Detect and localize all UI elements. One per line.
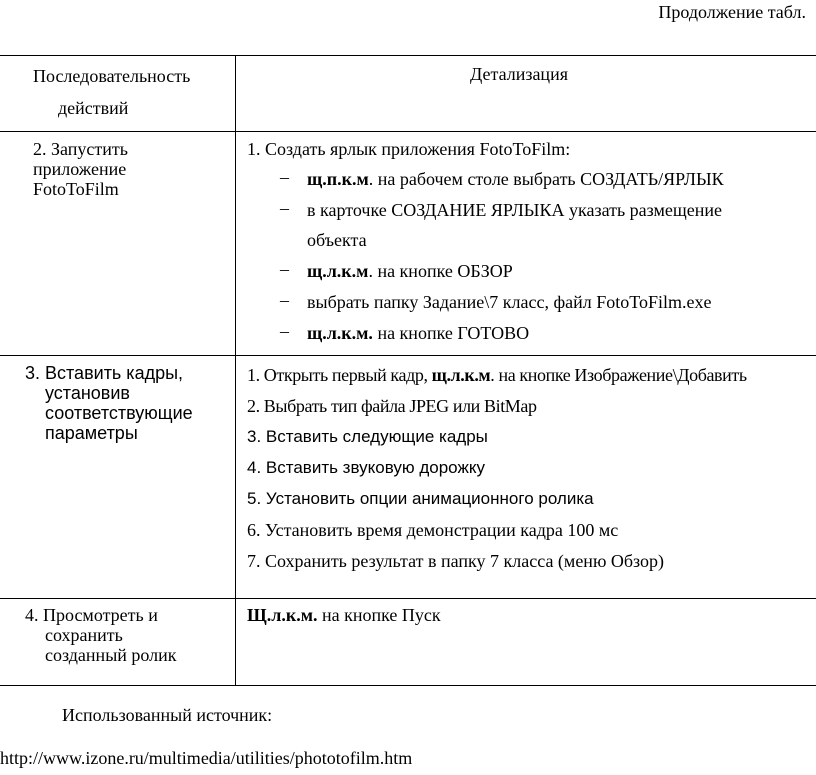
row1-action-line: приложение — [33, 159, 127, 179]
row3-detail — [247, 603, 441, 627]
row1-item — [307, 167, 724, 191]
list-dash: – — [280, 290, 289, 310]
row1-item-bold: щ.л.к.м — [307, 261, 369, 281]
row1-item-text: на кнопке ГОТОВО — [372, 323, 530, 343]
row3-action-line: созданный ролик — [45, 645, 177, 665]
row2-action — [25, 363, 215, 443]
row1-action — [33, 139, 223, 199]
continuation-label: Продолжение табл. — [658, 2, 806, 22]
row2-step: 7. Сохранить результат в папку 7 класса (меню Обзор) — [247, 551, 665, 571]
table-border-top — [0, 55, 816, 56]
row1-item-bold: щ.л.к.м. — [307, 323, 373, 343]
source-label: Использованный источник: — [62, 705, 273, 725]
row2-step: 6. Установить время демонстрации кадра 100 мс — [247, 520, 619, 540]
row1-item-text: выбрать папку Задание\7 класс, файл FotoToFilm.exe — [307, 292, 712, 312]
row1-title: 1. Создать ярлык приложения FotoToFilm: — [247, 139, 571, 159]
row1-action-line: 2. Запустить — [33, 139, 128, 159]
row2-step-text: . на кнопке Изображение\Добавить — [490, 365, 747, 385]
table-row-divider — [0, 355, 816, 356]
header-actions-line2: действий — [58, 98, 129, 118]
table-column-divider — [235, 55, 236, 686]
row1-item — [307, 198, 722, 222]
row2-action-line: установив — [45, 383, 130, 403]
row1-item-bold: щ.п.к.м — [307, 169, 369, 189]
header-actions — [33, 60, 213, 124]
row1-item — [307, 290, 711, 314]
row3-action-line: 4. Просмотреть и — [25, 605, 158, 625]
row2-action-line: 3. Вставить кадры, — [25, 363, 184, 383]
row2-step — [247, 363, 747, 387]
list-dash: – — [280, 167, 289, 187]
list-dash: – — [280, 321, 289, 341]
row3-action — [25, 605, 215, 665]
procedure-table — [0, 55, 816, 686]
header-actions-line1: Последовательность — [33, 66, 191, 86]
row2-step-bold: щ.л.к.м — [431, 365, 491, 385]
list-dash: – — [280, 259, 289, 279]
table-row-divider — [0, 131, 816, 132]
row3-detail-bold: Щ.л.к.м. — [247, 605, 318, 625]
row2-action-line: соответствующие — [45, 403, 193, 423]
row3-action-line: сохранить — [45, 625, 123, 645]
row2-step-text: 1. Открыть первый кадр, — [247, 365, 432, 385]
row1-item-text: . на рабочем столе выбрать СОЗДАТЬ/ЯРЛЫК — [368, 169, 724, 189]
row2-action-line: параметры — [45, 423, 138, 443]
row2-step: 5. Установить опции анимационного ролика — [247, 489, 594, 508]
row2-step: 4. Вставить звуковую дорожку — [247, 458, 485, 477]
header-details: Детализация — [470, 64, 568, 84]
source-url: http://www.izone.ru/multimedia/utilities/phototofilm.htm — [0, 748, 413, 768]
row1-item-text: в карточке СОЗДАНИЕ ЯРЛЫКА указать размещение — [307, 200, 722, 220]
row1-item — [307, 228, 367, 252]
row2-step: 3. Вставить следующие кадры — [247, 427, 488, 446]
row3-detail-text: на кнопке Пуск — [317, 605, 441, 625]
row1-item-text: объекта — [307, 230, 367, 250]
row1-item — [307, 259, 513, 283]
table-border-bottom — [0, 685, 816, 686]
table-row-divider — [0, 598, 816, 599]
row1-item — [307, 321, 529, 345]
row1-action-line: FotoToFilm — [33, 179, 119, 199]
row2-step: 2. Выбрать тип файла JPEG или BitMap — [247, 396, 537, 416]
list-dash: – — [280, 198, 289, 218]
row1-item-text: . на кнопке ОБЗОР — [368, 261, 513, 281]
